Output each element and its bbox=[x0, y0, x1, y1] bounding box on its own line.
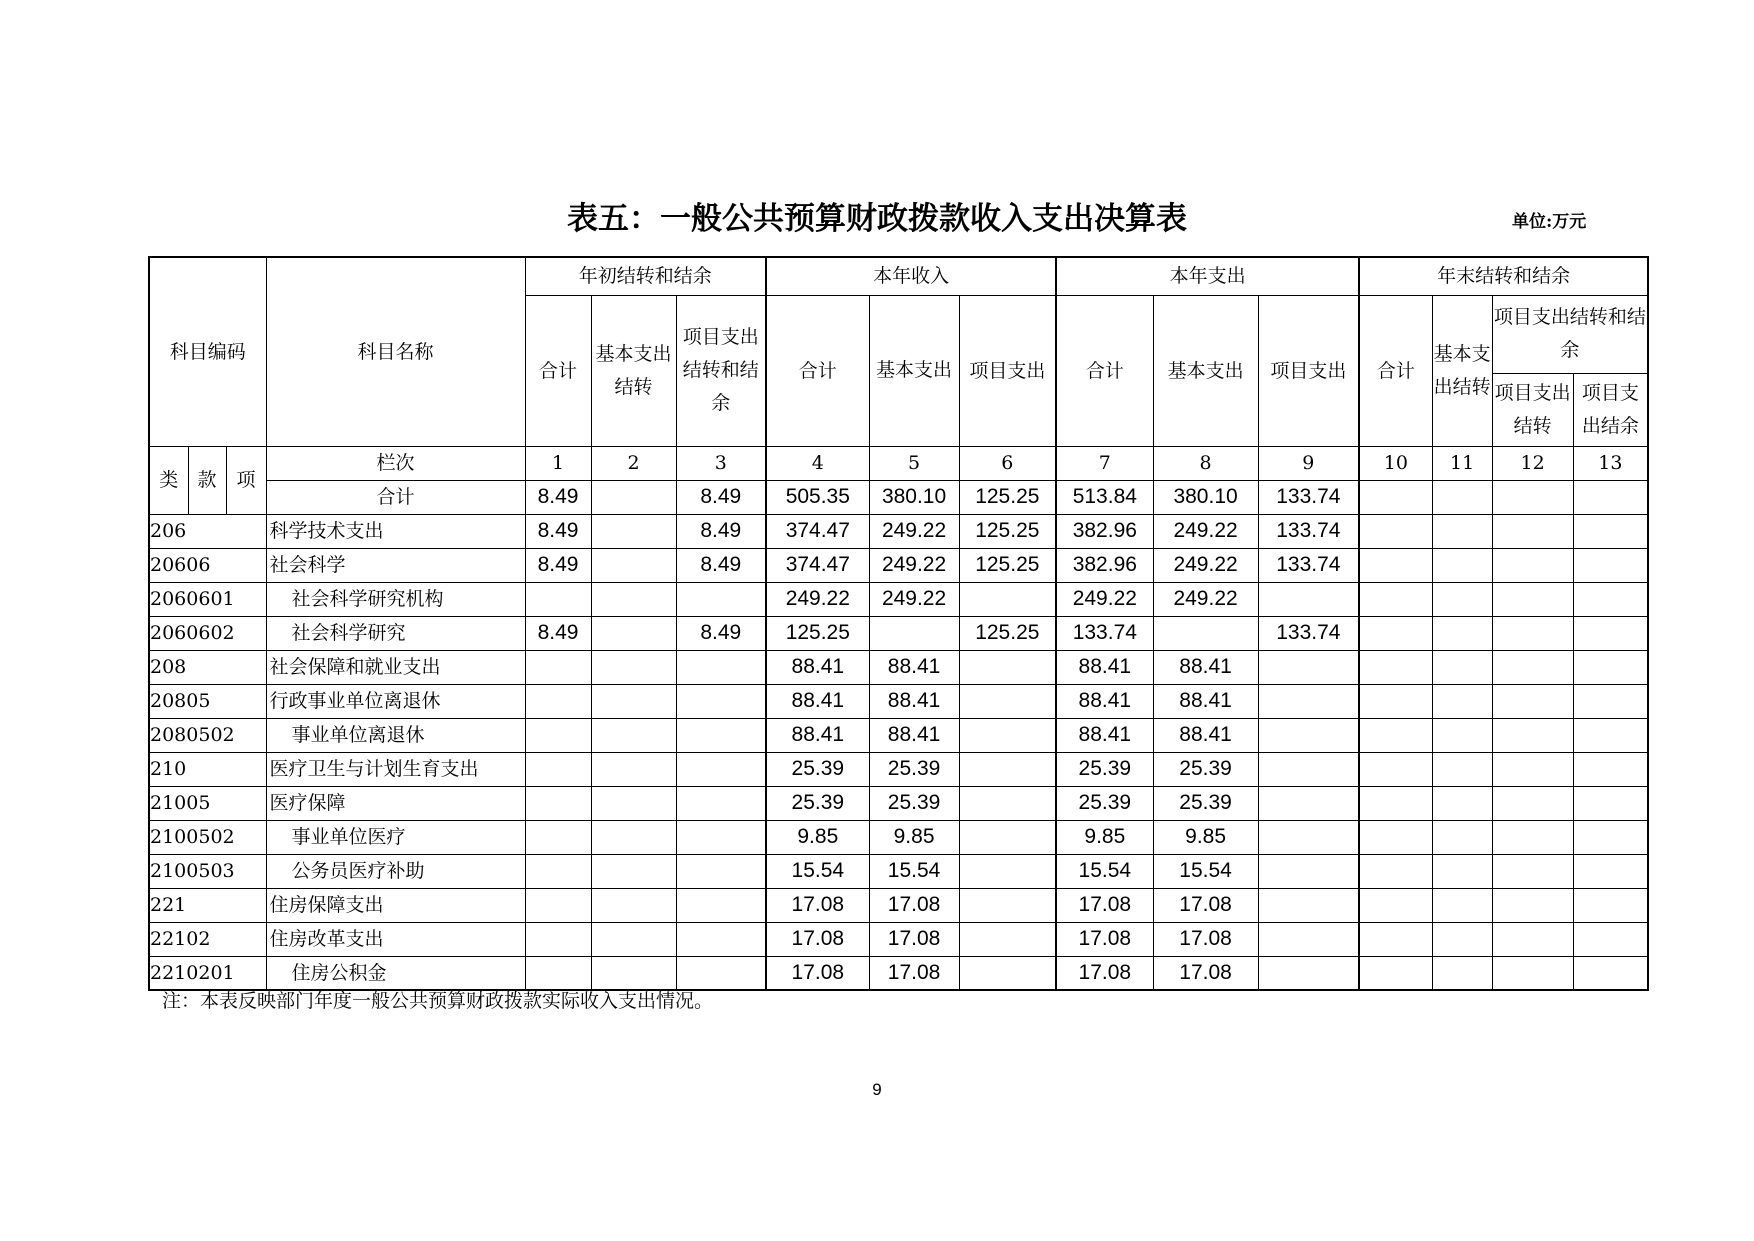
value-cell: 133.74 bbox=[1258, 548, 1359, 582]
value-cell bbox=[591, 582, 676, 616]
value-cell: 25.39 bbox=[1153, 786, 1258, 820]
subject-name: 社会科学研究机构 bbox=[266, 582, 525, 616]
subject-name: 医疗卫生与计划生育支出 bbox=[266, 752, 525, 786]
value-cell bbox=[1432, 718, 1492, 752]
subject-name: 事业单位离退休 bbox=[266, 718, 525, 752]
value-cell bbox=[1573, 854, 1648, 888]
value-cell: 8.49 bbox=[525, 616, 591, 650]
column-number: 6 bbox=[959, 446, 1056, 480]
subject-code: 210 bbox=[149, 752, 266, 786]
table-title: 表五：一般公共预算财政拨款收入支出决算表 bbox=[567, 201, 1187, 237]
value-cell bbox=[676, 854, 766, 888]
value-cell: 8.49 bbox=[676, 548, 766, 582]
subject-name: 事业单位医疗 bbox=[266, 820, 525, 854]
value-cell bbox=[676, 786, 766, 820]
total-cell: 8.49 bbox=[676, 480, 766, 514]
value-cell bbox=[591, 854, 676, 888]
value-cell bbox=[1258, 922, 1359, 956]
value-cell bbox=[1432, 514, 1492, 548]
value-cell: 25.39 bbox=[1153, 752, 1258, 786]
value-cell: 9.85 bbox=[869, 820, 959, 854]
value-cell: 88.41 bbox=[1153, 684, 1258, 718]
value-cell bbox=[1432, 752, 1492, 786]
header-income-project: 项目支出 bbox=[959, 295, 1056, 446]
value-cell bbox=[1432, 616, 1492, 650]
value-cell: 25.39 bbox=[766, 752, 869, 786]
header-income-basic: 基本支出 bbox=[869, 295, 959, 446]
column-index-row bbox=[149, 446, 1648, 480]
subject-code: 2080502 bbox=[149, 718, 266, 752]
value-cell bbox=[959, 888, 1056, 922]
value-cell: 88.41 bbox=[766, 684, 869, 718]
header-group-income: 本年收入 bbox=[766, 257, 1056, 295]
value-cell bbox=[676, 922, 766, 956]
value-cell bbox=[591, 956, 676, 990]
value-cell bbox=[1432, 922, 1492, 956]
header-lei: 类 bbox=[149, 446, 188, 514]
subject-code: 2100502 bbox=[149, 820, 266, 854]
value-cell: 125.25 bbox=[959, 548, 1056, 582]
value-cell: 374.47 bbox=[766, 548, 869, 582]
header-column-index: 栏次 bbox=[266, 446, 525, 480]
total-cell: 505.35 bbox=[766, 480, 869, 514]
value-cell bbox=[1359, 956, 1432, 990]
value-cell bbox=[591, 684, 676, 718]
table-row bbox=[149, 854, 1648, 888]
value-cell bbox=[591, 888, 676, 922]
value-cell bbox=[676, 820, 766, 854]
value-cell bbox=[676, 956, 766, 990]
subject-name: 科学技术支出 bbox=[266, 514, 525, 548]
total-cell bbox=[1432, 480, 1492, 514]
value-cell bbox=[959, 718, 1056, 752]
value-cell: 25.39 bbox=[1056, 786, 1153, 820]
total-cell bbox=[1573, 480, 1648, 514]
value-cell bbox=[676, 752, 766, 786]
value-cell: 125.25 bbox=[766, 616, 869, 650]
total-cell: 380.10 bbox=[869, 480, 959, 514]
value-cell: 17.08 bbox=[869, 922, 959, 956]
value-cell: 382.96 bbox=[1056, 514, 1153, 548]
value-cell bbox=[1492, 956, 1573, 990]
value-cell bbox=[591, 514, 676, 548]
header-expense-basic: 基本支出 bbox=[1153, 295, 1258, 446]
value-cell bbox=[1432, 956, 1492, 990]
subject-code: 20606 bbox=[149, 548, 266, 582]
value-cell: 25.39 bbox=[766, 786, 869, 820]
total-cell: 133.74 bbox=[1258, 480, 1359, 514]
value-cell bbox=[676, 684, 766, 718]
value-cell bbox=[1573, 548, 1648, 582]
subject-code: 20805 bbox=[149, 684, 266, 718]
value-cell: 8.49 bbox=[525, 514, 591, 548]
value-cell bbox=[591, 718, 676, 752]
value-cell bbox=[1432, 820, 1492, 854]
total-row-label: 合计 bbox=[266, 480, 525, 514]
total-cell bbox=[1359, 480, 1432, 514]
value-cell: 88.41 bbox=[1056, 684, 1153, 718]
value-cell bbox=[1573, 616, 1648, 650]
column-number: 4 bbox=[766, 446, 869, 480]
table-row bbox=[149, 514, 1648, 548]
header-begin-project-carry-balance: 项目支出结转和结余 bbox=[676, 295, 766, 446]
table-row bbox=[149, 786, 1648, 820]
value-cell: 88.41 bbox=[869, 684, 959, 718]
header-end-project-carry-balance: 项目支出结转和结余 bbox=[1492, 295, 1648, 373]
header-code: 科目编码 bbox=[149, 257, 266, 446]
subject-code: 2210201 bbox=[149, 956, 266, 990]
header-begin-basic-carry: 基本支出结转 bbox=[591, 295, 676, 446]
subject-code: 22102 bbox=[149, 922, 266, 956]
subject-name: 医疗保障 bbox=[266, 786, 525, 820]
value-cell bbox=[676, 888, 766, 922]
value-cell bbox=[1258, 786, 1359, 820]
value-cell: 88.41 bbox=[766, 718, 869, 752]
value-cell bbox=[1432, 786, 1492, 820]
value-cell bbox=[1492, 514, 1573, 548]
table-row bbox=[149, 956, 1648, 990]
header-income-total: 合计 bbox=[766, 295, 869, 446]
table-row bbox=[149, 650, 1648, 684]
column-number: 2 bbox=[591, 446, 676, 480]
value-cell bbox=[1432, 888, 1492, 922]
value-cell: 8.49 bbox=[525, 548, 591, 582]
value-cell bbox=[525, 854, 591, 888]
table-row bbox=[149, 582, 1648, 616]
value-cell bbox=[959, 752, 1056, 786]
column-number: 5 bbox=[869, 446, 959, 480]
header-expense-total: 合计 bbox=[1056, 295, 1153, 446]
value-cell bbox=[1258, 820, 1359, 854]
column-number: 12 bbox=[1492, 446, 1573, 480]
column-number: 7 bbox=[1056, 446, 1153, 480]
subject-code: 206 bbox=[149, 514, 266, 548]
subject-code: 2100503 bbox=[149, 854, 266, 888]
value-cell bbox=[1432, 582, 1492, 616]
table-row bbox=[149, 820, 1648, 854]
value-cell: 15.54 bbox=[766, 854, 869, 888]
value-cell bbox=[1258, 718, 1359, 752]
value-cell bbox=[1573, 582, 1648, 616]
total-cell: 513.84 bbox=[1056, 480, 1153, 514]
total-cell: 8.49 bbox=[525, 480, 591, 514]
value-cell bbox=[959, 650, 1056, 684]
value-cell bbox=[525, 752, 591, 786]
value-cell bbox=[525, 820, 591, 854]
value-cell bbox=[1359, 616, 1432, 650]
column-number: 10 bbox=[1359, 446, 1432, 480]
subject-code: 208 bbox=[149, 650, 266, 684]
subject-code: 221 bbox=[149, 888, 266, 922]
value-cell: 249.22 bbox=[1153, 514, 1258, 548]
value-cell bbox=[1153, 616, 1258, 650]
column-number: 9 bbox=[1258, 446, 1359, 480]
value-cell bbox=[591, 752, 676, 786]
value-cell: 25.39 bbox=[869, 786, 959, 820]
column-number: 8 bbox=[1153, 446, 1258, 480]
value-cell bbox=[1492, 922, 1573, 956]
value-cell bbox=[1258, 956, 1359, 990]
value-cell bbox=[1432, 650, 1492, 684]
value-cell bbox=[1359, 922, 1432, 956]
value-cell bbox=[1573, 650, 1648, 684]
value-cell: 25.39 bbox=[869, 752, 959, 786]
value-cell bbox=[1359, 684, 1432, 718]
subject-name: 社会科学 bbox=[266, 548, 525, 582]
value-cell bbox=[591, 650, 676, 684]
value-cell: 15.54 bbox=[1153, 854, 1258, 888]
subject-name: 行政事业单位离退休 bbox=[266, 684, 525, 718]
value-cell bbox=[1573, 514, 1648, 548]
value-cell: 17.08 bbox=[869, 956, 959, 990]
value-cell bbox=[591, 616, 676, 650]
value-cell bbox=[525, 888, 591, 922]
value-cell bbox=[676, 582, 766, 616]
value-cell bbox=[591, 786, 676, 820]
value-cell bbox=[1258, 854, 1359, 888]
value-cell: 374.47 bbox=[766, 514, 869, 548]
value-cell bbox=[591, 548, 676, 582]
value-cell bbox=[959, 786, 1056, 820]
value-cell bbox=[959, 582, 1056, 616]
value-cell bbox=[525, 718, 591, 752]
header-begin-total: 合计 bbox=[525, 295, 591, 446]
value-cell bbox=[525, 650, 591, 684]
header-end-basic-carry: 基本支出结转 bbox=[1432, 295, 1492, 446]
header-name: 科目名称 bbox=[266, 257, 525, 446]
value-cell bbox=[525, 956, 591, 990]
value-cell bbox=[1492, 888, 1573, 922]
value-cell bbox=[1573, 786, 1648, 820]
table-row bbox=[149, 548, 1648, 582]
value-cell: 17.08 bbox=[766, 956, 869, 990]
value-cell: 249.22 bbox=[869, 582, 959, 616]
value-cell bbox=[1573, 718, 1648, 752]
value-cell bbox=[1492, 684, 1573, 718]
column-number: 1 bbox=[525, 446, 591, 480]
value-cell: 133.74 bbox=[1056, 616, 1153, 650]
subject-name: 社会保障和就业支出 bbox=[266, 650, 525, 684]
value-cell bbox=[1573, 888, 1648, 922]
total-cell: 125.25 bbox=[959, 480, 1056, 514]
subject-code: 2060601 bbox=[149, 582, 266, 616]
table-row bbox=[149, 684, 1648, 718]
value-cell: 17.08 bbox=[1056, 922, 1153, 956]
value-cell: 249.22 bbox=[1056, 582, 1153, 616]
value-cell: 17.08 bbox=[869, 888, 959, 922]
value-cell bbox=[1492, 718, 1573, 752]
value-cell bbox=[1359, 786, 1432, 820]
value-cell: 17.08 bbox=[1153, 888, 1258, 922]
value-cell bbox=[1573, 922, 1648, 956]
value-cell: 88.41 bbox=[1153, 650, 1258, 684]
column-number: 3 bbox=[676, 446, 766, 480]
value-cell bbox=[959, 684, 1056, 718]
total-cell bbox=[591, 480, 676, 514]
footnote: 注：本表反映部门年度一般公共预算财政拨款实际收入支出情况。 bbox=[162, 990, 714, 1012]
value-cell: 17.08 bbox=[1056, 888, 1153, 922]
value-cell bbox=[1492, 650, 1573, 684]
value-cell bbox=[959, 820, 1056, 854]
table-row bbox=[149, 888, 1648, 922]
value-cell: 88.41 bbox=[1153, 718, 1258, 752]
value-cell bbox=[1359, 582, 1432, 616]
header-end-project-balance: 项目支出结余 bbox=[1573, 373, 1648, 446]
value-cell bbox=[1432, 684, 1492, 718]
subject-name: 住房改革支出 bbox=[266, 922, 525, 956]
subject-name: 社会科学研究 bbox=[266, 616, 525, 650]
header-group-begin: 年初结转和结余 bbox=[525, 257, 766, 295]
value-cell: 125.25 bbox=[959, 514, 1056, 548]
value-cell: 17.08 bbox=[1153, 956, 1258, 990]
value-cell: 133.74 bbox=[1258, 616, 1359, 650]
value-cell: 88.41 bbox=[1056, 718, 1153, 752]
value-cell: 249.22 bbox=[869, 548, 959, 582]
value-cell: 17.08 bbox=[1153, 922, 1258, 956]
value-cell bbox=[1432, 854, 1492, 888]
total-cell: 380.10 bbox=[1153, 480, 1258, 514]
value-cell bbox=[676, 650, 766, 684]
column-number: 11 bbox=[1432, 446, 1492, 480]
value-cell: 9.85 bbox=[1153, 820, 1258, 854]
value-cell bbox=[1492, 854, 1573, 888]
value-cell bbox=[1573, 684, 1648, 718]
value-cell: 249.22 bbox=[1153, 582, 1258, 616]
value-cell bbox=[1573, 956, 1648, 990]
value-cell: 88.41 bbox=[869, 650, 959, 684]
subject-code: 2060602 bbox=[149, 616, 266, 650]
header-end-total: 合计 bbox=[1359, 295, 1432, 446]
value-cell: 17.08 bbox=[766, 922, 869, 956]
value-cell: 249.22 bbox=[869, 514, 959, 548]
table-row bbox=[149, 922, 1648, 956]
value-cell bbox=[591, 922, 676, 956]
header-row-1 bbox=[149, 257, 1648, 295]
table-row bbox=[149, 752, 1648, 786]
subject-code: 21005 bbox=[149, 786, 266, 820]
value-cell bbox=[959, 956, 1056, 990]
value-cell: 249.22 bbox=[766, 582, 869, 616]
value-cell bbox=[1359, 888, 1432, 922]
value-cell bbox=[1492, 548, 1573, 582]
value-cell: 382.96 bbox=[1056, 548, 1153, 582]
value-cell bbox=[1573, 752, 1648, 786]
value-cell: 8.49 bbox=[676, 514, 766, 548]
value-cell bbox=[1359, 718, 1432, 752]
value-cell bbox=[869, 616, 959, 650]
value-cell bbox=[1492, 616, 1573, 650]
column-number: 13 bbox=[1573, 446, 1648, 480]
value-cell bbox=[1258, 684, 1359, 718]
subject-name: 公务员医疗补助 bbox=[266, 854, 525, 888]
header-group-expense: 本年支出 bbox=[1056, 257, 1359, 295]
table-row bbox=[149, 616, 1648, 650]
header-expense-project: 项目支出 bbox=[1258, 295, 1359, 446]
value-cell bbox=[1258, 582, 1359, 616]
value-cell bbox=[1359, 650, 1432, 684]
value-cell bbox=[1359, 752, 1432, 786]
value-cell: 17.08 bbox=[766, 888, 869, 922]
value-cell bbox=[959, 922, 1056, 956]
value-cell bbox=[1432, 548, 1492, 582]
value-cell: 88.41 bbox=[1056, 650, 1153, 684]
value-cell: 17.08 bbox=[1056, 956, 1153, 990]
value-cell bbox=[1492, 820, 1573, 854]
value-cell: 8.49 bbox=[676, 616, 766, 650]
header-end-project-carry: 项目支出结转 bbox=[1492, 373, 1573, 446]
value-cell bbox=[1359, 548, 1432, 582]
value-cell bbox=[1492, 752, 1573, 786]
header-xiang: 项 bbox=[226, 446, 266, 514]
value-cell: 15.54 bbox=[1056, 854, 1153, 888]
value-cell bbox=[1359, 854, 1432, 888]
table-row bbox=[149, 718, 1648, 752]
value-cell bbox=[1258, 888, 1359, 922]
value-cell bbox=[1492, 786, 1573, 820]
total-row bbox=[149, 480, 1648, 514]
value-cell bbox=[525, 922, 591, 956]
value-cell: 125.25 bbox=[959, 616, 1056, 650]
value-cell: 249.22 bbox=[1153, 548, 1258, 582]
value-cell bbox=[1258, 650, 1359, 684]
value-cell bbox=[676, 718, 766, 752]
value-cell bbox=[1573, 820, 1648, 854]
subject-name: 住房公积金 bbox=[266, 956, 525, 990]
value-cell bbox=[1258, 752, 1359, 786]
value-cell: 133.74 bbox=[1258, 514, 1359, 548]
value-cell bbox=[1359, 514, 1432, 548]
value-cell bbox=[525, 786, 591, 820]
value-cell bbox=[525, 684, 591, 718]
value-cell bbox=[1492, 582, 1573, 616]
value-cell bbox=[1359, 820, 1432, 854]
header-kuan: 款 bbox=[188, 446, 226, 514]
value-cell: 15.54 bbox=[869, 854, 959, 888]
total-cell bbox=[1492, 480, 1573, 514]
header-group-end: 年末结转和结余 bbox=[1359, 257, 1648, 295]
budget-table bbox=[148, 256, 1649, 991]
value-cell: 25.39 bbox=[1056, 752, 1153, 786]
value-cell bbox=[959, 854, 1056, 888]
page-number: 9 bbox=[872, 1080, 882, 1099]
value-cell: 9.85 bbox=[766, 820, 869, 854]
value-cell: 88.41 bbox=[766, 650, 869, 684]
value-cell bbox=[591, 820, 676, 854]
value-cell bbox=[525, 582, 591, 616]
subject-name: 住房保障支出 bbox=[266, 888, 525, 922]
value-cell: 9.85 bbox=[1056, 820, 1153, 854]
unit-label: 单位:万元 bbox=[1512, 212, 1587, 232]
value-cell: 88.41 bbox=[869, 718, 959, 752]
